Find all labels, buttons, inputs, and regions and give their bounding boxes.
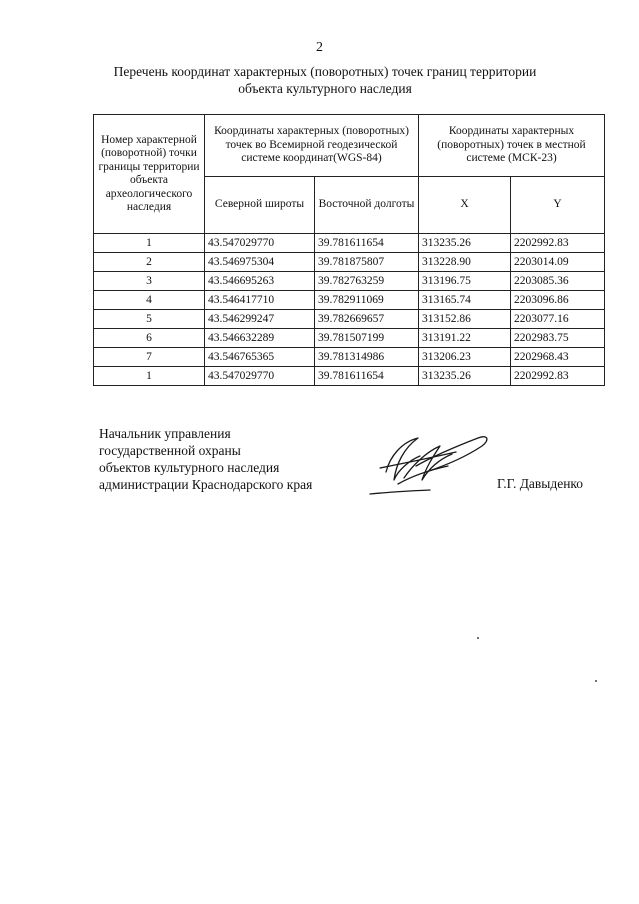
point-number-cell: 1 (94, 234, 205, 253)
x-cell: 313228.90 (419, 253, 511, 272)
table-row (94, 253, 605, 272)
signer-name: Г.Г. Давыденко (497, 476, 584, 491)
header-wgs-group: Координаты характерных (поворотных) точек во Всемирной геодезической системе координат(WGS-84) (205, 115, 419, 177)
longitude-cell: 39.781611654 (315, 367, 419, 386)
title-line-2: объекта культурного наследия (238, 81, 412, 96)
longitude-cell: 39.781875807 (315, 253, 419, 272)
y-cell: 2202968.43 (511, 348, 605, 367)
position-line: Начальник управления (99, 426, 231, 441)
y-cell: 2202983.75 (511, 329, 605, 348)
latitude-cell: 43.547029770 (205, 234, 315, 253)
signatory-position (99, 425, 312, 493)
longitude-cell: 39.782763259 (315, 272, 419, 291)
scan-speck (477, 637, 479, 639)
table-row (94, 348, 605, 367)
x-cell: 313235.26 (419, 367, 511, 386)
latitude-cell: 43.546299247 (205, 310, 315, 329)
table-row (94, 310, 605, 329)
point-number-cell: 5 (94, 310, 205, 329)
y-cell: 2203077.16 (511, 310, 605, 329)
position-line: администрации Краснодарского края (99, 477, 313, 492)
document-title (95, 63, 555, 97)
point-number-cell: 4 (94, 291, 205, 310)
latitude-cell: 43.546695263 (205, 272, 315, 291)
x-cell: 313235.26 (419, 234, 511, 253)
latitude-cell: 43.546975304 (205, 253, 315, 272)
coordinates-table (93, 114, 605, 386)
point-number-cell: 6 (94, 329, 205, 348)
y-cell: 2202992.83 (511, 367, 605, 386)
scan-speck (595, 680, 597, 682)
position-line: объектов культурного наследия (99, 460, 280, 475)
longitude-cell: 39.782911069 (315, 291, 419, 310)
point-number-cell: 2 (94, 253, 205, 272)
title-line-1: Перечень координат характерных (поворотных) точек границ территории (113, 64, 537, 79)
table-row (94, 234, 605, 253)
header-x: X (419, 177, 511, 234)
point-number-cell: 1 (94, 367, 205, 386)
longitude-cell: 39.781507199 (315, 329, 419, 348)
y-cell: 2203096.86 (511, 291, 605, 310)
table-row (94, 291, 605, 310)
table-row (94, 329, 605, 348)
longitude-cell: 39.781314986 (315, 348, 419, 367)
latitude-cell: 43.546765365 (205, 348, 315, 367)
y-cell: 2202992.83 (511, 234, 605, 253)
table-row (94, 272, 605, 291)
y-cell: 2203085.36 (511, 272, 605, 291)
point-number-cell: 7 (94, 348, 205, 367)
x-cell: 313165.74 (419, 291, 511, 310)
header-point-number: Номер характерной (поворотной) точки границы территории объекта археологического наследия (94, 115, 205, 234)
table-body (94, 234, 605, 386)
point-number-cell: 3 (94, 272, 205, 291)
header-longitude: Восточной долготы (315, 177, 419, 234)
header-latitude: Северной широты (205, 177, 315, 234)
x-cell: 313152.86 (419, 310, 511, 329)
page-number: 2 (316, 40, 323, 55)
handwritten-signature (360, 420, 495, 500)
y-cell: 2203014.09 (511, 253, 605, 272)
x-cell: 313196.75 (419, 272, 511, 291)
longitude-cell: 39.781611654 (315, 234, 419, 253)
latitude-cell: 43.546632289 (205, 329, 315, 348)
position-line: государственной охраны (99, 443, 241, 458)
table-row (94, 367, 605, 386)
header-y: Y (511, 177, 605, 234)
header-local-group: Координаты характерных (поворотных) точек в местной системе (МСК-23) (419, 115, 605, 177)
latitude-cell: 43.547029770 (205, 367, 315, 386)
latitude-cell: 43.546417710 (205, 291, 315, 310)
x-cell: 313191.22 (419, 329, 511, 348)
longitude-cell: 39.782669657 (315, 310, 419, 329)
x-cell: 313206.23 (419, 348, 511, 367)
